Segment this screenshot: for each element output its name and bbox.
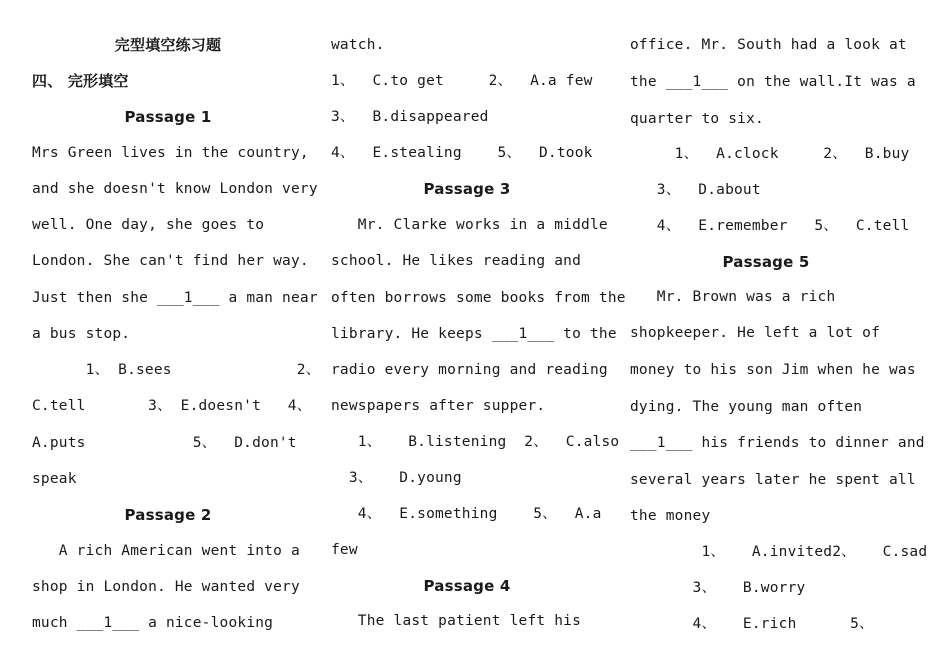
passage-1-line: and she doesn't know London very [32, 181, 318, 197]
passage-3-line: Mr. Clarke works in a middle [331, 217, 608, 233]
passage-4-line: quarter to six. [630, 111, 764, 127]
passage-4-line: the ___1___ on the wall.It was a [630, 74, 916, 90]
passage-1-line: well. One day, she goes to [32, 217, 265, 233]
passage-5-line: the money [630, 508, 711, 524]
page-title: 完型填空练习题 [114, 36, 222, 54]
passage-5-answers: 1、 A.invited2、 C.sad [630, 544, 928, 560]
passage-5-label: Passage 5 [722, 253, 810, 271]
passage-4-answers: 4、 E.remember 5、 C.tell [630, 218, 910, 234]
passage-3-line: often borrows some books from the [331, 290, 626, 306]
passage-1-answers: A.puts 5、 D.don't [32, 435, 297, 451]
passage-3-line: newspapers after supper. [331, 398, 546, 414]
passage-1-line: London. She can't find her way. [32, 253, 309, 269]
passage-3-line: radio every morning and reading [331, 362, 608, 378]
passage-5-answers: 4、 E.rich 5、 [630, 616, 874, 632]
passage-4-answers: 1、 A.clock 2、 B.buy [630, 146, 910, 162]
passage-5-answers: 3、 B.worry [630, 580, 806, 596]
passage-3-line: school. He likes reading and [331, 253, 582, 269]
passage-3-answers: 3、 D.young [331, 470, 462, 486]
passage-1-answers: speak [32, 471, 77, 487]
passage-2-answers: 1、 C.to get 2、 A.a few [331, 73, 593, 89]
passage-3-label: Passage 3 [423, 180, 511, 198]
passage-4-line: The last patient left his [331, 613, 582, 629]
passage-3-answers: 1、 B.listening 2、 C.also [331, 434, 620, 450]
section-heading: 四、 完形填空 [32, 72, 129, 90]
passage-1-answers: 1、 B.sees 2、 [32, 362, 321, 378]
passage-4-line: office. Mr. South had a look at [630, 37, 907, 53]
passage-1-line: Just then she ___1___ a man near [32, 290, 318, 306]
passage-2-line: watch. [331, 37, 385, 53]
passage-1-line: Mrs Green lives in the country, [32, 145, 309, 161]
passage-2-line: shop in London. He wanted very [32, 579, 300, 595]
passage-4-answers: 3、 D.about [630, 182, 761, 198]
passage-3-answers: 4、 E.something 5、 A.a [331, 506, 602, 522]
passage-2-label: Passage 2 [124, 506, 212, 524]
passage-5-line: dying. The young man often [630, 399, 863, 415]
passage-5-line: ___1___ his friends to dinner and [630, 435, 925, 451]
passage-1-line: a bus stop. [32, 326, 131, 342]
passage-1-label: Passage 1 [124, 108, 212, 126]
passage-3-line: library. He keeps ___1___ to the [331, 326, 617, 342]
passage-5-line: Mr. Brown was a rich [630, 289, 836, 305]
passage-2-answers: 3、 B.disappeared [331, 109, 489, 125]
passage-2-line: much ___1___ a nice-looking [32, 615, 274, 631]
passage-5-line: money to his son Jim when he was [630, 362, 916, 378]
passage-3-answers: few [331, 542, 358, 558]
passage-5-line: several years later he spent all [630, 472, 916, 488]
passage-2-answers: 4、 E.stealing 5、 D.took [331, 145, 593, 161]
passage-1-answers: C.tell 3、 E.doesn't 4、 [32, 398, 312, 414]
passage-4-label: Passage 4 [423, 577, 511, 595]
passage-2-line: A rich American went into a [32, 543, 300, 559]
passage-5-line: shopkeeper. He left a lot of [630, 325, 881, 341]
